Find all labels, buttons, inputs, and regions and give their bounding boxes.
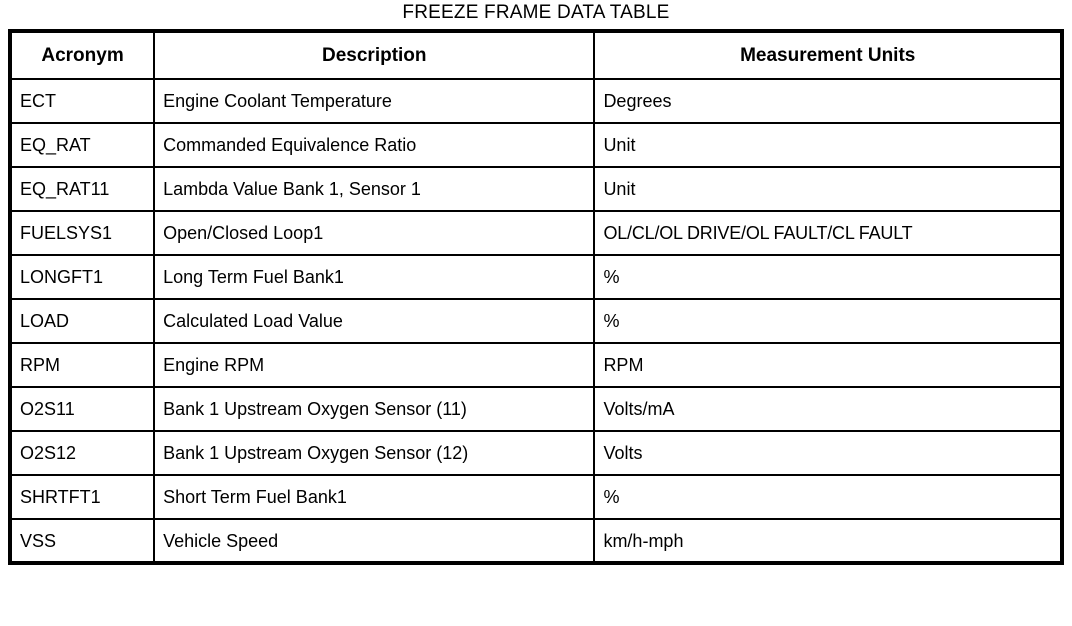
- cell-units: Unit: [594, 123, 1062, 167]
- freeze-frame-data-table: [8, 29, 1064, 565]
- cell-acronym: RPM: [10, 343, 154, 387]
- table-row: [10, 255, 1062, 299]
- cell-units: Degrees: [594, 79, 1062, 123]
- cell-units: OL/CL/OL DRIVE/OL FAULT/CL FAULT: [594, 211, 1062, 255]
- cell-description: Open/Closed Loop1: [154, 211, 594, 255]
- cell-acronym: ECT: [10, 79, 154, 123]
- column-header-description: Description: [154, 31, 594, 79]
- cell-units: Volts: [594, 431, 1062, 475]
- cell-units: %: [594, 299, 1062, 343]
- cell-units: Unit: [594, 167, 1062, 211]
- cell-acronym: EQ_RAT11: [10, 167, 154, 211]
- cell-units: Volts/mA: [594, 387, 1062, 431]
- cell-description: Bank 1 Upstream Oxygen Sensor (12): [154, 431, 594, 475]
- cell-acronym: EQ_RAT: [10, 123, 154, 167]
- table-header-row: [10, 31, 1062, 79]
- cell-acronym: SHRTFT1: [10, 475, 154, 519]
- table-row: [10, 299, 1062, 343]
- table-row: [10, 431, 1062, 475]
- column-header-acronym: Acronym: [10, 31, 154, 79]
- table-row: [10, 211, 1062, 255]
- cell-units: RPM: [594, 343, 1062, 387]
- cell-description: Lambda Value Bank 1, Sensor 1: [154, 167, 594, 211]
- table-row: [10, 475, 1062, 519]
- cell-acronym: O2S12: [10, 431, 154, 475]
- cell-description: Calculated Load Value: [154, 299, 594, 343]
- cell-acronym: LONGFT1: [10, 255, 154, 299]
- table-header: [10, 31, 1062, 79]
- cell-description: Short Term Fuel Bank1: [154, 475, 594, 519]
- table-container: [0, 29, 1072, 565]
- table-row: [10, 79, 1062, 123]
- cell-units: %: [594, 475, 1062, 519]
- cell-description: Commanded Equivalence Ratio: [154, 123, 594, 167]
- cell-acronym: FUELSYS1: [10, 211, 154, 255]
- cell-acronym: LOAD: [10, 299, 154, 343]
- table-row: [10, 123, 1062, 167]
- cell-description: Engine Coolant Temperature: [154, 79, 594, 123]
- table-row: [10, 519, 1062, 563]
- cell-units: km/h-mph: [594, 519, 1062, 563]
- cell-description: Vehicle Speed: [154, 519, 594, 563]
- cell-acronym: VSS: [10, 519, 154, 563]
- table-row: [10, 343, 1062, 387]
- table-body: [10, 79, 1062, 563]
- cell-acronym: O2S11: [10, 387, 154, 431]
- page-title: FREEZE FRAME DATA TABLE: [402, 2, 670, 23]
- cell-units: %: [594, 255, 1062, 299]
- table-row: [10, 387, 1062, 431]
- table-row: [10, 167, 1062, 211]
- cell-description: Engine RPM: [154, 343, 594, 387]
- cell-description: Bank 1 Upstream Oxygen Sensor (11): [154, 387, 594, 431]
- cell-description: Long Term Fuel Bank1: [154, 255, 594, 299]
- column-header-measurement-units: Measurement Units: [594, 31, 1062, 79]
